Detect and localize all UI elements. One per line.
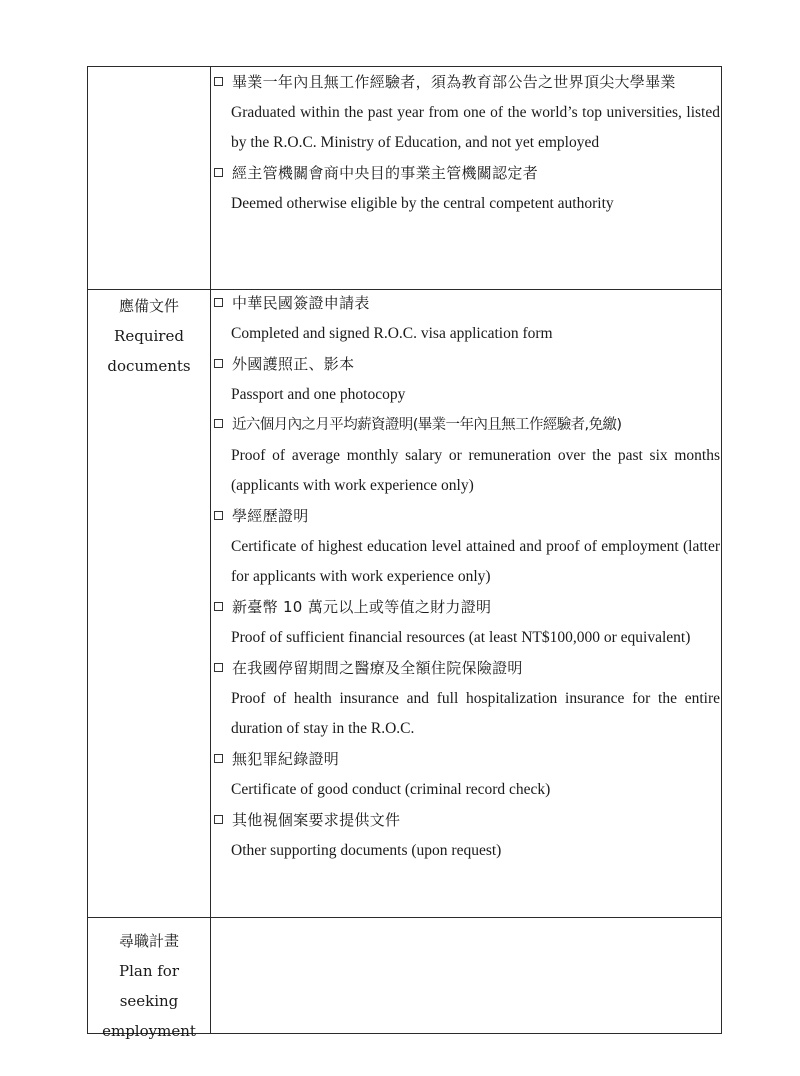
document-label-en: Other supporting documents (upon request) <box>231 842 502 859</box>
checkbox-icon[interactable] <box>214 602 223 611</box>
label-en: documents <box>107 357 191 375</box>
checkbox-icon[interactable] <box>214 168 223 177</box>
checkbox-icon[interactable] <box>214 77 223 86</box>
checkbox-icon[interactable] <box>214 359 223 368</box>
checkbox-icon[interactable] <box>214 754 223 763</box>
document-item <box>214 744 720 805</box>
label-zh: 尋職計畫 <box>118 932 179 950</box>
document-label-zh: 其他視個案要求提供文件 <box>232 811 401 829</box>
document-label-zh: 外國護照正、影本 <box>232 355 355 373</box>
document-item <box>214 349 720 410</box>
column-divider <box>210 67 211 1033</box>
document-label-en: Certificate of highest education level attained and proof of employment (latter for applicants with work experience only) <box>231 538 720 585</box>
label-en: Required <box>114 327 184 345</box>
checkbox-icon[interactable] <box>214 815 223 824</box>
required-documents-list <box>214 288 720 866</box>
label-en: Plan for seeking <box>118 962 179 1010</box>
document-item <box>214 653 720 744</box>
document-item <box>214 410 720 501</box>
document-label-zh: 近六個月內之月平均薪資證明(畢業一年內且無工作經驗者,免繳) <box>232 417 622 433</box>
document-label-en: Proof of health insurance and full hospitalization insurance for the entire duration of stay in the R.O.C. <box>231 690 720 737</box>
document-label-en: Completed and signed R.O.C. visa application form <box>231 325 553 342</box>
document-label-en: Passport and one photocopy <box>231 386 406 403</box>
checkbox-icon[interactable] <box>214 298 223 307</box>
document-label-zh: 新臺幣 10 萬元以上或等值之財力證明 <box>232 598 492 616</box>
required-documents-label <box>88 291 210 381</box>
document-label-en: Proof of sufficient financial resources (at least NT$100,000 or equivalent) <box>231 629 691 646</box>
option-label-en: Graduated within the past year from one of the world’s top universities, listed by the R.O.C. Ministry of Education, and not yet employed <box>231 104 720 151</box>
document-label-zh: 學經歷證明 <box>232 507 309 525</box>
eligibility-option <box>214 67 720 158</box>
checkbox-icon[interactable] <box>214 511 223 520</box>
eligibility-options <box>214 67 720 219</box>
option-label-zh: 畢業一年內且無工作經驗者，須為教育部公告之世界頂尖大學畢業 <box>232 73 676 91</box>
row-divider <box>88 917 721 918</box>
employment-plan-field[interactable] <box>214 919 720 1029</box>
option-label-zh: 經主管機關會商中央目的事業主管機關認定者 <box>232 164 539 182</box>
document-item <box>214 288 720 349</box>
document-item <box>214 592 720 653</box>
document-label-zh: 中華民國簽證申請表 <box>232 294 370 312</box>
option-label-en: Deemed otherwise eligible by the central competent authority <box>231 195 614 212</box>
label-zh: 應備文件 <box>118 297 179 315</box>
checkbox-icon[interactable] <box>214 663 223 672</box>
document-label-zh: 在我國停留期間之醫療及全額住院保險證明 <box>232 659 523 677</box>
eligibility-option <box>214 158 720 219</box>
document-label-en: Certificate of good conduct (criminal record check) <box>231 781 551 798</box>
document-item <box>214 501 720 592</box>
application-form-table <box>87 66 722 1040</box>
label-en: employment <box>102 1022 196 1040</box>
document-label-zh: 無犯罪紀錄證明 <box>232 750 340 768</box>
checkbox-icon[interactable] <box>214 419 223 428</box>
document-label-en: Proof of average monthly salary or remuneration over the past six months (applicants with work experience only) <box>231 447 720 494</box>
document-item <box>214 805 720 866</box>
employment-plan-label <box>88 926 210 1046</box>
